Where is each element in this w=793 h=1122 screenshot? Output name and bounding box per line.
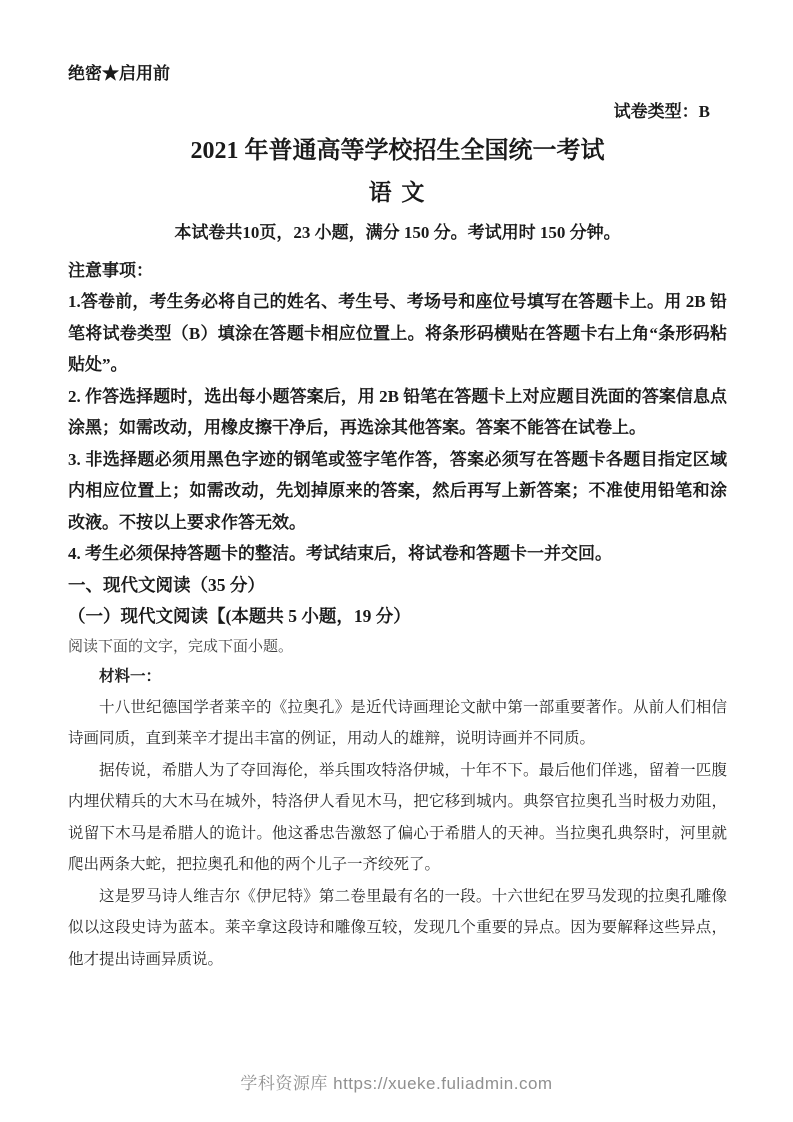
material-paragraph-2: 据传说，希腊人为了夺回海伦，举兵围攻特洛伊城，十年不下。最后他们佯逃，留着一匹腹内埋伏精兵的大木马在城外，特洛伊人看见木马，把它移到城内。典祭官拉奥孔当时极力劝阻，说留下木马是希腊人的诡计。他这番忠告激怒了偏心于希腊人的天神。当拉奥孔典祭时，河里就爬出两条大蛇，把拉奥孔和他的两个儿子一齐绞死了。 [68,761,727,873]
paper-type-label: 试卷类型：B [613,102,710,121]
notices-heading: 注意事项： [68,261,153,280]
watermark-footer: 学科资源库 https://xueke.fuliadmin.com [240,1074,553,1093]
reading-instruction: 阅读下面的文字，完成下面小题。 [68,638,294,655]
notice-item-1: 1.答卷前，考生务必将自己的姓名、考生号、考场号和座位号填写在答题卡上。用 2B 铅笔将试卷类型（B）填涂在答题卡相应位置上。将条形码横贴在答题卡右上角“条形码粘贴处”。 [68,292,727,374]
material-1-label: 材料一： [99,667,162,685]
section-heading-modern-reading: 一、现代文阅读（35 分） [68,574,265,595]
subsection-heading-modern-reading-1: （一）现代文阅读【(本题共 5 小题，19 分） [68,606,411,626]
subject-title: 语 文 [368,180,427,205]
notice-item-3: 3. 非选择题必须用黑色字迹的钢笔或签字笔作答，答案必须写在答题卡各题目指定区域内相应位置上；如需改动，先划掉原来的答案，然后再写上新答案；不准使用铅笔和涂改液。不按以上要求作答无效。 [68,449,727,532]
exam-title: 2021 年普通高等学校招生全国统一考试 [190,138,605,164]
material-paragraph-3: 这是罗马诗人维吉尔《伊尼特》第二卷里最有名的一段。十六世纪在罗马发现的拉奥孔雕像似以这段史诗为蓝本。莱辛拿这段诗和雕像互较，发现几个重要的异点。因为要解释这些异点，他才提出诗画异质说。 [68,887,727,968]
exam-info-line: 本试卷共10页，23 小题，满分 150 分。考试用时 150 分钟。 [174,223,621,242]
material-paragraph-1: 十八世纪德国学者莱辛的《拉奥孔》是近代诗画理论文献中第一部重要著作。从前人们相信诗画同质，直到莱辛才提出丰富的例证，用动人的雄辩，说明诗画并不同质。 [68,698,727,747]
classification-label: 绝密★启用前 [68,64,170,83]
notice-item-4: 4. 考生必须保持答题卡的整洁。考试结束后，将试卷和答题卡一并交回。 [68,544,612,563]
notice-item-2: 2. 作答选择题时，选出每小题答案后，用 2B 铅笔在答题卡上对应题目洗面的答案信息点涂黑；如需改动，用橡皮擦干净后，再选涂其他答案。答案不能答在试卷上。 [68,386,727,437]
